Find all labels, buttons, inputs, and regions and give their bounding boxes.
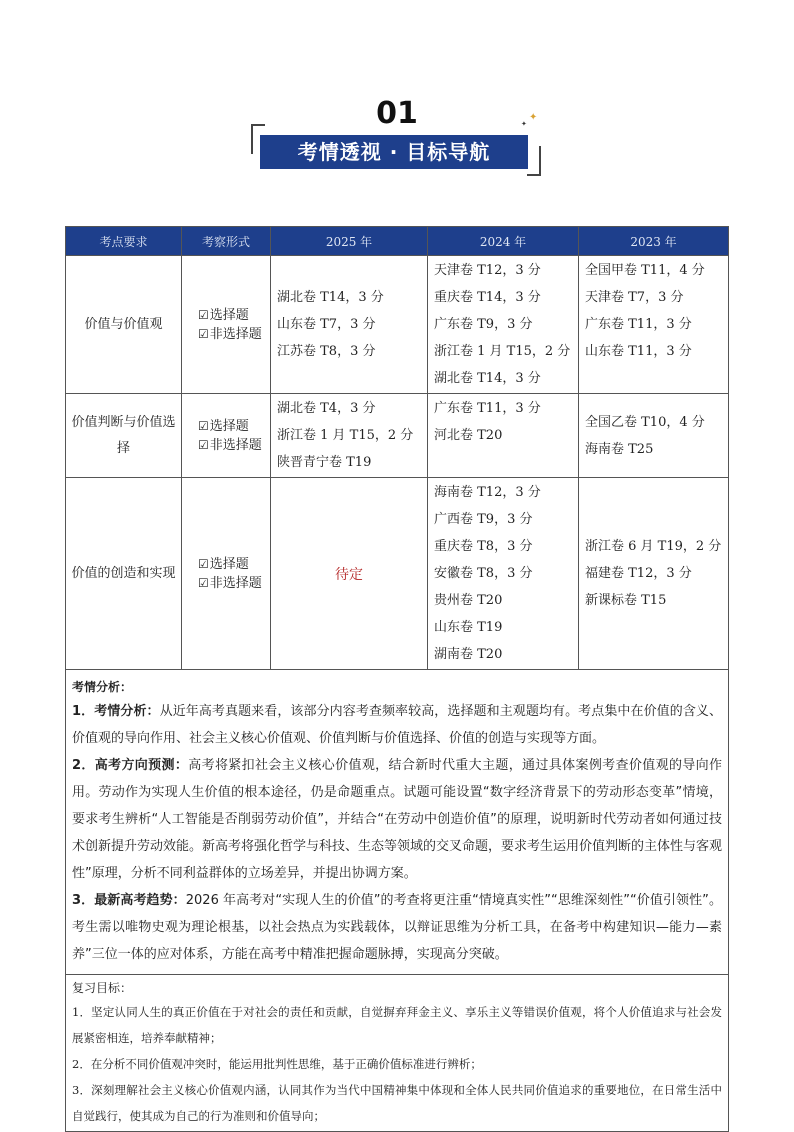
form-cell: ☑选择题 ☑非选择题 <box>182 394 271 478</box>
header-2023: 2023 年 <box>579 227 729 256</box>
form-cell: ☑选择题 ☑非选择题 <box>182 256 271 394</box>
review-section <box>66 975 729 1132</box>
banner-bracket-bottom-right <box>527 146 541 176</box>
list-item: 海南卷 T25 <box>585 441 654 457</box>
sparkle-icon: ✦ <box>521 120 527 128</box>
review-item: 3．深刻理解社会主义核心价值观内涵，认同其作为当代中国精神集中体现和全体人民共同价值追求的重要地位，在日常生活中自觉践行，使其成为自己的行为准则和价值导向； <box>72 1083 722 1123</box>
list-item: 广东卷 T11，3 分 <box>434 401 541 416</box>
exam-list-2025 <box>271 256 428 394</box>
analysis-item: 3．最新高考趋势：2026 年高考对“实现人生的价值”的考查将更注重“情境真实性”“思维深刻性”“价值引领性”。考生需以唯物史观为理论根基，以社会热点为实践载体，以辩证思维为分析工具，在备考中构建知识—能力—素养”三位一体的应对体系，方能在高考中精准把握命题脉搏，实现高分突破。 <box>72 893 722 962</box>
table-header-row <box>66 227 729 256</box>
header-2025: 2025 年 <box>271 227 428 256</box>
list-item: 河北卷 T20 <box>434 428 503 443</box>
header-topic: 考点要求 <box>66 227 182 256</box>
list-item: 天津卷 T7，3 分 <box>585 290 684 305</box>
checkbox-checked-icon: ☑ <box>198 326 209 341</box>
header-form: 考察形式 <box>182 227 271 256</box>
analysis-row <box>66 670 729 975</box>
list-item: 湖北卷 T14，3 分 <box>434 371 541 386</box>
topic-cell: 价值与价值观 <box>66 256 182 394</box>
list-item: 全国乙卷 T10，4 分 <box>585 414 705 430</box>
exam-list-2024 <box>428 256 579 394</box>
list-item: 浙江卷 6 月 T19，2 分 <box>585 539 722 554</box>
table-row <box>66 256 729 394</box>
list-item: 湖南卷 T20 <box>434 647 503 662</box>
list-item: 山东卷 T7，3 分 <box>277 317 376 332</box>
list-item: 新课标卷 T15 <box>585 593 667 608</box>
list-item: 天津卷 T12，3 分 <box>434 263 541 278</box>
list-item: 山东卷 T19 <box>434 620 503 635</box>
pending-cell: 待定 <box>271 478 428 670</box>
sparkle-icon: ✦ <box>529 112 538 123</box>
list-item: 山东卷 T11，3 分 <box>585 344 692 359</box>
list-item: 浙江卷 1 月 T15，2 分 <box>434 344 571 359</box>
exam-list-2023 <box>579 394 729 478</box>
list-item: 江苏卷 T8，3 分 <box>277 344 376 359</box>
checkbox-checked-icon: ☑ <box>198 418 209 433</box>
form-cell: ☑选择题 ☑非选择题 <box>182 478 271 670</box>
list-item: 安徽卷 T8，3 分 <box>434 566 533 581</box>
list-item: 浙江卷 1 月 T15，2 分 <box>277 428 414 443</box>
review-item: 2．在分析不同价值观冲突时，能运用批判性思维，基于正确价值标准进行辨析； <box>72 1057 482 1071</box>
exam-list-2025 <box>271 394 428 478</box>
analysis-item: 1．考情分析：从近年高考真题来看，该部分内容考查频率较高，选择题和主观题均有。考点集中在价值的含义、价值观的导向作用、社会主义核心价值观、价值判断与价值选择、价值的创造与实现等方面。 <box>72 704 722 746</box>
list-item: 贵州卷 T20 <box>434 593 503 608</box>
exam-overview-table <box>65 226 729 1132</box>
table-row <box>66 394 729 478</box>
list-item: 广东卷 T9，3 分 <box>434 317 533 332</box>
exam-list-2024 <box>428 478 579 670</box>
review-row <box>66 975 729 1132</box>
list-item: 广西卷 T9，3 分 <box>434 512 533 527</box>
exam-list-2023 <box>579 478 729 670</box>
list-item: 福建卷 T12，3 分 <box>585 566 692 581</box>
list-item: 重庆卷 T14，3 分 <box>434 290 541 305</box>
checkbox-checked-icon: ☑ <box>198 575 209 590</box>
analysis-heading: 考情分析： <box>72 680 133 694</box>
list-item: 海南卷 T12，3 分 <box>434 485 541 500</box>
analysis-item: 2．高考方向预测：高考将紧扣社会主义核心价值观，结合新时代重大主题，通过具体案例考查价值观的导向作用。劳动作为实现人生价值的根本途径，仍是命题重点。试题可能设置“数字经济背景下的劳动形态变革”情境，要求考生辨析“人工智能是否削弱劳动价值”，并结合“在劳动中创造价值”的原理，说明新时代劳动者如何通过技术创新提升劳动效能。新高考将强化哲学与科技、生态等领域的交叉命题，要求考生运用价值判断的主体性与客观性”原理，分析不同利益群体的立场差异，并提出协调方案。 <box>72 758 723 881</box>
list-item: 重庆卷 T8，3 分 <box>434 539 533 554</box>
analysis-section <box>66 670 729 975</box>
header-2024: 2024 年 <box>428 227 579 256</box>
checkbox-checked-icon: ☑ <box>198 437 209 452</box>
exam-list-2024 <box>428 394 579 478</box>
checkbox-checked-icon: ☑ <box>198 556 209 571</box>
review-item: 1．坚定认同人生的真正价值在于对社会的责任和贡献，自觉摒弃拜金主义、享乐主义等错误价值观，将个人价值追求与社会发展紧密相连，培养奉献精神； <box>72 1005 722 1045</box>
list-item: 广东卷 T11，3 分 <box>585 317 692 332</box>
list-item: 湖北卷 T14，3 分 <box>277 290 384 305</box>
checkbox-checked-icon: ☑ <box>198 307 209 322</box>
review-heading: 复习目标： <box>72 981 133 995</box>
banner-title: 考情透视 · 目标导航 <box>260 135 528 169</box>
topic-cell: 价值的创造和实现 <box>66 478 182 670</box>
list-item: 陕晋青宁卷 T19 <box>277 455 372 470</box>
table-row <box>66 478 729 670</box>
section-number: 01 <box>376 96 418 131</box>
list-item: 全国甲卷 T11，4 分 <box>585 263 705 278</box>
list-item: 湖北卷 T4，3 分 <box>277 401 376 416</box>
exam-list-2023 <box>579 256 729 394</box>
topic-cell: 价值判断与价值选择 <box>66 394 182 478</box>
